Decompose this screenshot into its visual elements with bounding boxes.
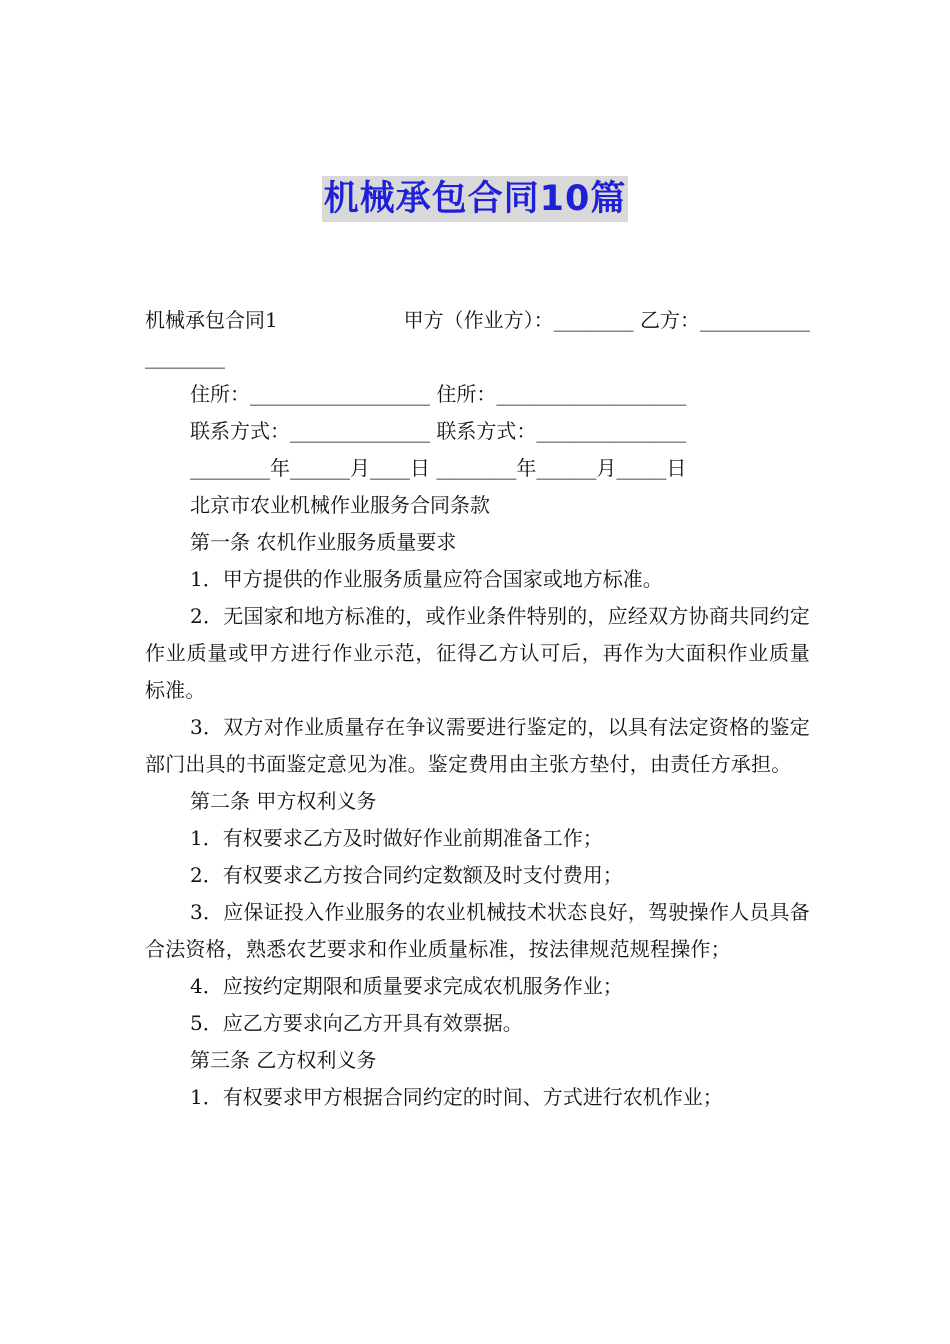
parties-field: 甲方（作业方）：________ 乙方：___________ — [403, 308, 810, 332]
document-body — [145, 302, 810, 1116]
party-line — [145, 302, 810, 339]
article-2-item-4: 4．应按约定期限和质量要求完成农机服务作业； — [190, 974, 623, 998]
article-1-heading: 第一条 农机作业服务质量要求 — [190, 530, 457, 554]
article-1-item-2: 2．无国家和地方标准的，或作业条件特别的，应经双方协商共同约定作业质量或甲方进行作业示范，征得乙方认可后，再作为大面积作业质量标准。 — [145, 604, 810, 702]
contract-number-label: 机械承包合同1 — [145, 308, 278, 332]
article-1-item-3: 3．双方对作业质量存在争议需要进行鉴定的，以具有法定资格的鉴定部门出具的书面鉴定意见为准。鉴定费用由主张方垫付，由责任方承担。 — [145, 715, 810, 776]
article-2-item-1: 1．有权要求乙方及时做好作业前期准备工作； — [190, 826, 603, 850]
title-text: 机械承包合同10篇 — [322, 176, 629, 222]
article-3-heading: 第三条 乙方权利义务 — [190, 1048, 377, 1072]
contact-line: 联系方式：______________ 联系方式：_______________ — [190, 419, 687, 443]
date-line: ________年______月____日 ________年______月_____日 — [190, 456, 687, 480]
clause-heading: 北京市农业机械作业服务合同条款 — [190, 493, 490, 517]
article-2-item-5: 5．应乙方要求向乙方开具有效票据。 — [190, 1011, 523, 1035]
article-1-item-1: 1．甲方提供的作业服务质量应符合国家或地方标准。 — [190, 567, 663, 591]
article-2-heading: 第二条 甲方权利义务 — [190, 789, 377, 813]
document-title — [0, 176, 950, 222]
article-2-item-2: 2．有权要求乙方按合同约定数额及时支付费用； — [190, 863, 623, 887]
article-3-item-1: 1．有权要求甲方根据合同约定的时间、方式进行农机作业； — [190, 1085, 723, 1109]
party-line-continued: ________ — [145, 345, 225, 369]
article-2-item-3: 3．应保证投入作业服务的农业机械技术状态良好，驾驶操作人员具备合法资格，熟悉农艺要求和作业质量标准，按法律规范规程操作； — [145, 900, 810, 961]
address-line: 住所：__________________ 住所：___________________ — [190, 382, 687, 406]
